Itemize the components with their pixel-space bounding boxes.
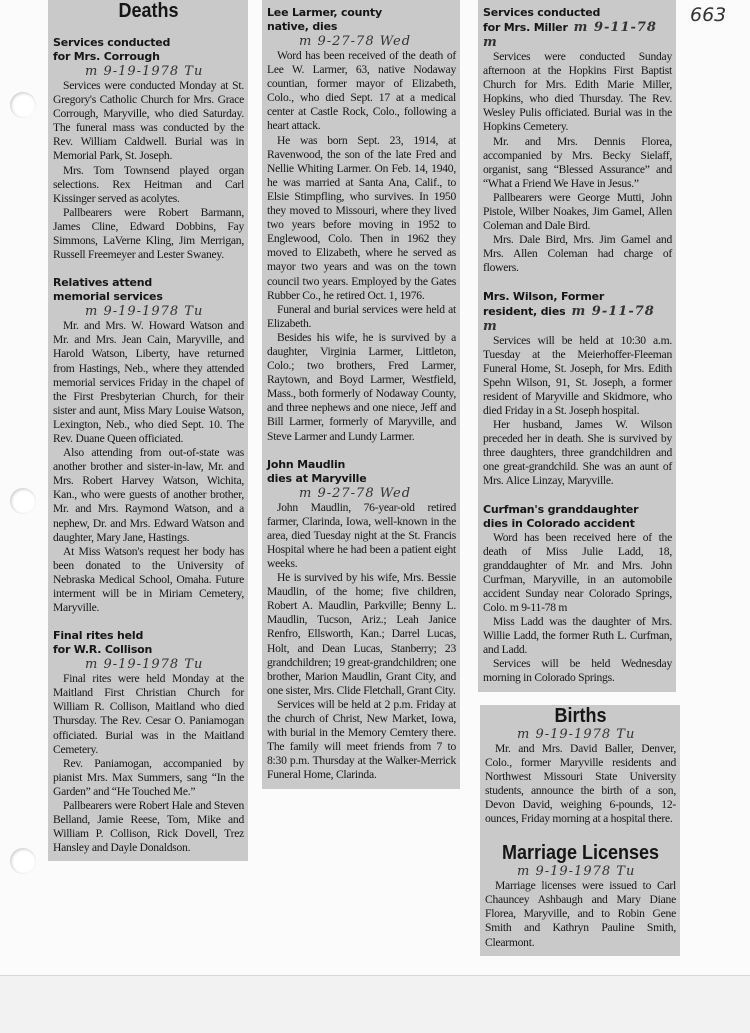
headline-line: memorial services (53, 290, 163, 304)
article-paragraph: At Miss Watson's request her body has been donated to the University of Nebraska Medical School, Omaha. Future interment will be in Miriam Cemetery, Maryville. (53, 544, 244, 615)
article (267, 6, 456, 444)
headline-line: resident, dies (483, 304, 566, 318)
headline-line: Curfman's granddaughter (483, 502, 639, 516)
article (267, 458, 456, 783)
headline-line: for W.R. Collison (53, 643, 153, 657)
punch-hole (10, 488, 36, 514)
article-paragraph: Besides his wife, he is survived by a daughter, Virginia Larmer, Littleton, Colo.; two brothers, Fred Larmer, Raytown, and Boyd Larmer, Westfield, Mass., both formerly of Nodaway County, and three nephews and one niece, Jeff and Bill Larmer, formerly of Maryville, and Steve Larmer and Lundy Larmer. (267, 330, 456, 443)
article-paragraph: Services were conducted Monday at St. Gregory's Catholic Church for Mrs. Grace Corrough, Maryville, who died Saturday. The funeral mass was conducted by the Rev. William Caldwell. Burial was in Memorial Park, St. Joseph. (53, 79, 244, 163)
article-paragraph: Services will be held at 10:30 a.m. Tuesday at the Meierhoffer-Fleeman Funeral Home, St. Joseph, for Mrs. Edith Spehn Wilson, 91, St. Joseph, a former resident of Maryville and Skidmore, who died Friday in a St. Joseph hospital. (483, 333, 672, 417)
article-paragraph: Miss Ladd was the daughter of Mrs. Willie Ladd, the former Ruth L. Curfman, and Ladd. (483, 615, 672, 657)
handwritten-date-note: m 9-27-78 Wed (299, 34, 412, 49)
article-paragraph: Services will be held Wednesday morning in Colorado Springs. (483, 657, 672, 685)
headline (53, 629, 244, 657)
section-title: Births (554, 704, 607, 727)
article (485, 842, 676, 949)
article-paragraph: Mr. and Mrs. Dennis Florea, accompanied by Mrs. Becky Sielaff, organist, sang “Blessed Assurance” and “What a Friend We Have in Jesus.” (483, 134, 672, 190)
clipping-deaths-left (48, 0, 248, 861)
article-paragraph: Word has been received of the death of Lee W. Larmer, 63, native Nodaway countian, former mayor of Elizabeth, Colo., who died Sept. 17 at a medical center at Castle Rock, Colo., following a heart attack. (267, 49, 456, 133)
headline-line: Final rites held (53, 629, 144, 643)
section-title: Deaths (118, 0, 179, 22)
headline-line: John Maudlin (267, 457, 346, 471)
article (483, 503, 672, 686)
article-paragraph: Pallbearers were Robert Barmann, James Cline, Edward Dobbins, Fay Simmons, LaVerne Kling, Jim Merrigan, Russell Freemeyer and Lester Swaney. (53, 205, 244, 262)
article (485, 705, 676, 827)
headline-line: Services conducted (53, 36, 171, 49)
handwritten-date-note: m 9-19-1978 Tu (517, 726, 636, 742)
headline (483, 6, 672, 50)
article (53, 629, 244, 855)
article-paragraph: Also attending from out-of-state was another brother and sister-in-law, Mr. and Mrs. Robert Harvey Watson, Wichita, Kan., who were guests of another brother, Mr. and Mrs. Raymond Watson, and a nephew, Dr. and Mrs. Edward Watson and daughter, Mary Jane, Hastings. (53, 446, 244, 544)
headline (267, 458, 456, 486)
punch-hole (10, 92, 36, 118)
headline-line: for Mrs. Corrough (53, 50, 160, 63)
article-paragraph: Her husband, James W. Wilson preceded her in death. She is survived by three daughters, three grandchildren and one great-grandchild. She was an aunt of Mrs. Alice Linzay, Maryville. (483, 418, 672, 488)
article (53, 276, 244, 615)
article (53, 36, 244, 262)
article-paragraph: Funeral and burial services were held at Elizabeth. (267, 302, 456, 330)
headline-line: dies in Colorado accident (483, 516, 635, 530)
handwritten-date-note: m 9-19-1978 Tu (517, 864, 636, 880)
headline-line: for Mrs. Miller (483, 21, 568, 34)
headline (267, 6, 456, 34)
handwritten-date-note: m 9-27-78 Wed (299, 485, 412, 501)
clipping-deaths-middle (262, 0, 460, 789)
article-paragraph: Pallbearers were Robert Hale and Steven Belland, Jamie Reese, Tom, Mike and William P. Collison, Rick Dovell, Trez Hansley and Dayle Donaldson. (53, 799, 244, 855)
section-title: Marriage Licenses (501, 842, 660, 865)
article-paragraph: John Maudlin, 76-year-old retired farmer, Clarinda, Iowa, well-known in the area, died Tuesday night at the St. Francis Hospital where he had been a patient eight weeks. (267, 500, 456, 570)
page-number: 663 (690, 4, 727, 26)
handwritten-date-note: m 9-11-78 m (483, 303, 655, 334)
article-paragraph: He is survived by his wife, Mrs. Bessie Maudlin, of the home; five children, Robert A. Maudlin, Parkville; Benny L. Maudlin, Tucson, Ariz.; Leah Janice Renfro, Ellsworth, Kan.; Darrel Lucas, Holt, and Dean Lucas, Stanberry; 23 grandchildren; 19 great-grandchildren; one brother, Marion Maudlin, Grant City, and one sister, Mrs. Clide Fletchall, Grant City. (267, 571, 456, 697)
headline (483, 503, 672, 531)
clipping-births-marriages (480, 705, 680, 956)
article (483, 6, 672, 276)
article-paragraph: Mrs. Dale Bird, Mrs. Jim Gamel and Mrs. Allen Coleman had charge of flowers. (483, 233, 672, 275)
article-paragraph: He was born Sept. 23, 1914, at Ravenwood, the son of the late Fred and Nellie Whiting Larmer. On Feb. 14, 1940, he was married at Santa Ana, Calif., to Elsie Stimpfling, who survives. In 1950 they moved to Missouri, where they lived two years before moving in 1952 to Englewood, Colo. Then in 1962 they moved to Elizabeth, where he served as mayor two years and was on the town council two years. Employed by the Gates Rubber Co., he retired Oct. 1, 1976. (267, 133, 456, 302)
headline-line: Services conducted (483, 6, 601, 19)
article-paragraph: Mrs. Tom Townsend played organ selections. Rex Heitman and Carl Kissinger served as acolytes. (53, 163, 244, 205)
headline-line: Relatives attend (53, 276, 153, 290)
punch-hole (10, 848, 36, 874)
handwritten-date-note: m 9-19-1978 Tu (85, 64, 204, 79)
article-paragraph: Word has been received here of the death of Miss Julie Ladd, 18, granddaughter of Mr. and Mrs. John Curfman, Maryville, in an automobile accident Sunday near Colorado Springs, Colo. m 9-11-78 m (483, 530, 672, 614)
right-clipping-stack (478, 0, 680, 956)
article-paragraph: Final rites were held Monday at the Maitland First Christian Church for William R. Collison, Maitland who died Thursday. The Rev. Cesar O. Paniamogan officiated. Burial was in the Maitland Cemetery. (53, 672, 244, 756)
article-paragraph: Services were conducted Sunday afternoon at the Hopkins First Baptist Church for Mrs. Edith Marie Miller, Hopkins, who died Thursday. The Rev. Wesley Pulis officiated. Burial was in the Hopkins Cemetery. (483, 50, 672, 134)
headline (53, 36, 244, 64)
article-paragraph: Mr. and Mrs. W. Howard Watson and Mr. and Mrs. Jean Cain, Maryville, and Harold Watson, Liberty, have returned from Hastings, Neb., where they attended memorial services Friday in the chapel of the First Presbyterian Church, for their sister and aunt, Miss Mary Louise Watson, Lexington, Neb., who died Sept. 10. The Rev. Duane Queen officiated. (53, 319, 244, 445)
article-paragraph: Pallbearers were George Mutti, John Pistole, Wilber Noakes, Jim Gamel, Allen Coleman and Dale Bird. (483, 190, 672, 233)
article-paragraph: Rev. Paniamogan, accompanied by pianist Mrs. Max Summers, sang “In the Garden” and “He Touched Me.” (53, 756, 244, 798)
headline-line: dies at Maryville (267, 471, 367, 485)
article-paragraph: Mr. and Mrs. David Baller, Denver, Colo., former Maryville residents and Northwest Missouri State University students, announce the birth of a son, Devon David, weighing 6-pounds, 12-ounces, Friday morning at a hospital there. (485, 741, 676, 826)
headline (53, 276, 244, 304)
clipping-deaths-right (478, 0, 676, 692)
article (53, 0, 244, 22)
headline-line: Lee Larmer, county (267, 6, 382, 19)
handwritten-date-note: m 9-19-1978 Tu (85, 657, 204, 673)
headline-line: native, dies (267, 20, 338, 33)
headline-line: Mrs. Wilson, Former (483, 289, 605, 303)
handwritten-date-note: m 9-11-78 m (483, 20, 657, 50)
headline (483, 290, 672, 334)
article (483, 290, 672, 489)
article-paragraph: Services will be held at 2 p.m. Friday at the church of Christ, New Market, Iowa, with burial in the Memory Cemtery there. The family will meet friends from 7 to 8:30 p.m. Thursday at the Walker-Merrick Funeral Home, Clarinda. (267, 697, 456, 782)
handwritten-date-note: m 9-19-1978 Tu (85, 304, 204, 320)
article-paragraph: Marriage licenses were issued to Carl Chauncey Ashbaugh and Mary Diane Florea, Maryville, and to Robin Gene Smith and Kathryn Pauline Smith, Clearmont. (485, 879, 676, 949)
